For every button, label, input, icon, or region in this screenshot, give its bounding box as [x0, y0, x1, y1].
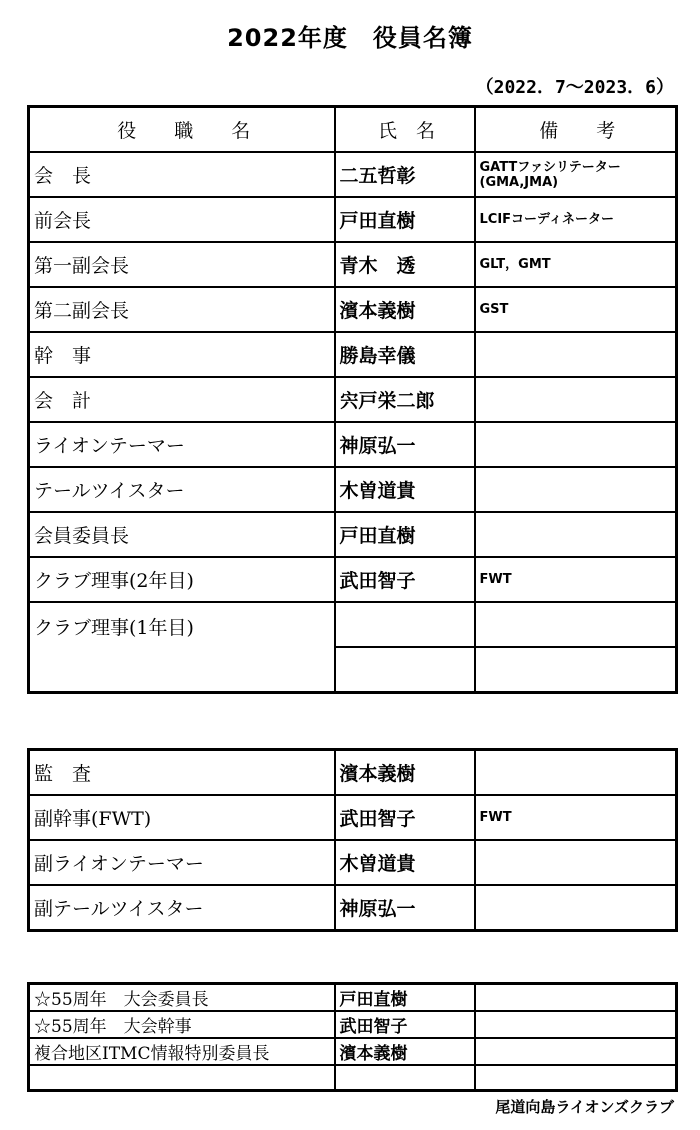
- table-row: [29, 557, 677, 602]
- header-note: 備 考: [475, 107, 677, 153]
- note-cell: FWT: [475, 795, 677, 840]
- table-row: [29, 1011, 677, 1038]
- role-cell: 会 長: [29, 152, 335, 197]
- role-cell: 副幹事(FWT): [29, 795, 335, 840]
- note-cell: [475, 512, 677, 557]
- name-cell: 青木 透: [335, 242, 475, 287]
- table-row: [29, 512, 677, 557]
- officers-table: [27, 105, 678, 694]
- name-cell: 神原弘一: [335, 885, 475, 931]
- note-cell: [475, 984, 677, 1012]
- note-cell: LCIFコーディネーター: [475, 197, 677, 242]
- name-cell: 武田智子: [335, 1011, 475, 1038]
- role-cell: 会 計: [29, 377, 335, 422]
- note-cell: FWT: [475, 557, 677, 602]
- table-row: [29, 885, 677, 931]
- name-cell: 勝島幸儀: [335, 332, 475, 377]
- term-period: （2022．7～2023．6）: [475, 77, 674, 98]
- name-cell: 戸田直樹: [335, 512, 475, 557]
- table-row: [29, 197, 677, 242]
- note-cell: GLT，GMT: [475, 242, 677, 287]
- role-cell: 複合地区ITMC情報特別委員長: [29, 1038, 335, 1065]
- table-row: [29, 287, 677, 332]
- role-cell: 第一副会長: [29, 242, 335, 287]
- role-cell: ☆55周年 大会委員長: [29, 984, 335, 1012]
- table-row: [29, 467, 677, 512]
- role-cell: 副ライオンテーマー: [29, 840, 335, 885]
- note-cell: GATTファシリテーター (GMA,JMA): [475, 152, 677, 197]
- table-header-row: [29, 107, 677, 153]
- note-cell: [475, 1065, 677, 1091]
- table-row: [29, 152, 677, 197]
- note-cell: [475, 467, 677, 512]
- table-row: [29, 602, 677, 647]
- header-name: 氏 名: [335, 107, 475, 153]
- name-cell: [335, 602, 475, 647]
- table-row: [29, 332, 677, 377]
- note-cell: [475, 647, 677, 693]
- role-cell: ☆55周年 大会幹事: [29, 1011, 335, 1038]
- role-cell: 会員委員長: [29, 512, 335, 557]
- table-row: [29, 1065, 677, 1091]
- special-committee-table: [27, 982, 678, 1092]
- name-cell: 武田智子: [335, 557, 475, 602]
- role-cell: 副テールツイスター: [29, 885, 335, 931]
- name-cell: 木曽道貴: [335, 467, 475, 512]
- name-cell: 濱本義樹: [335, 287, 475, 332]
- note-cell: [475, 1011, 677, 1038]
- header-role: 役 職 名: [29, 107, 335, 153]
- note-cell: [475, 602, 677, 647]
- role-cell: クラブ理事(1年目): [29, 602, 335, 693]
- note-cell: [475, 750, 677, 796]
- name-cell: 宍戸栄二郎: [335, 377, 475, 422]
- table-row: [29, 422, 677, 467]
- name-cell: [335, 647, 475, 693]
- name-cell: 木曽道貴: [335, 840, 475, 885]
- table-row: [29, 984, 677, 1012]
- role-cell: ライオンテーマー: [29, 422, 335, 467]
- name-cell: 濱本義樹: [335, 1038, 475, 1065]
- table-row: [29, 1038, 677, 1065]
- note-cell: [475, 885, 677, 931]
- role-cell: 監 査: [29, 750, 335, 796]
- note-cell: [475, 377, 677, 422]
- name-cell: [335, 1065, 475, 1091]
- note-cell: [475, 422, 677, 467]
- page-title: 2022年度 役員名簿: [227, 24, 473, 52]
- role-cell: 幹 事: [29, 332, 335, 377]
- table-row: [29, 750, 677, 796]
- table-row: [29, 795, 677, 840]
- note-cell: [475, 332, 677, 377]
- role-cell: クラブ理事(2年目): [29, 557, 335, 602]
- name-cell: 神原弘一: [335, 422, 475, 467]
- table-row: [29, 377, 677, 422]
- table-row: [29, 840, 677, 885]
- name-cell: 武田智子: [335, 795, 475, 840]
- note-cell: [475, 1038, 677, 1065]
- role-cell: テールツイスター: [29, 467, 335, 512]
- role-cell: 第二副会長: [29, 287, 335, 332]
- auxiliary-officers-table: [27, 748, 678, 932]
- note-cell: GST: [475, 287, 677, 332]
- role-cell: [29, 1065, 335, 1091]
- name-cell: 二五哲彰: [335, 152, 475, 197]
- name-cell: 濱本義樹: [335, 750, 475, 796]
- table-row: [29, 242, 677, 287]
- role-cell: 前会長: [29, 197, 335, 242]
- name-cell: 戸田直樹: [335, 984, 475, 1012]
- note-cell: [475, 840, 677, 885]
- name-cell: 戸田直樹: [335, 197, 475, 242]
- club-name: 尾道向島ライオンズクラブ: [495, 1098, 674, 1116]
